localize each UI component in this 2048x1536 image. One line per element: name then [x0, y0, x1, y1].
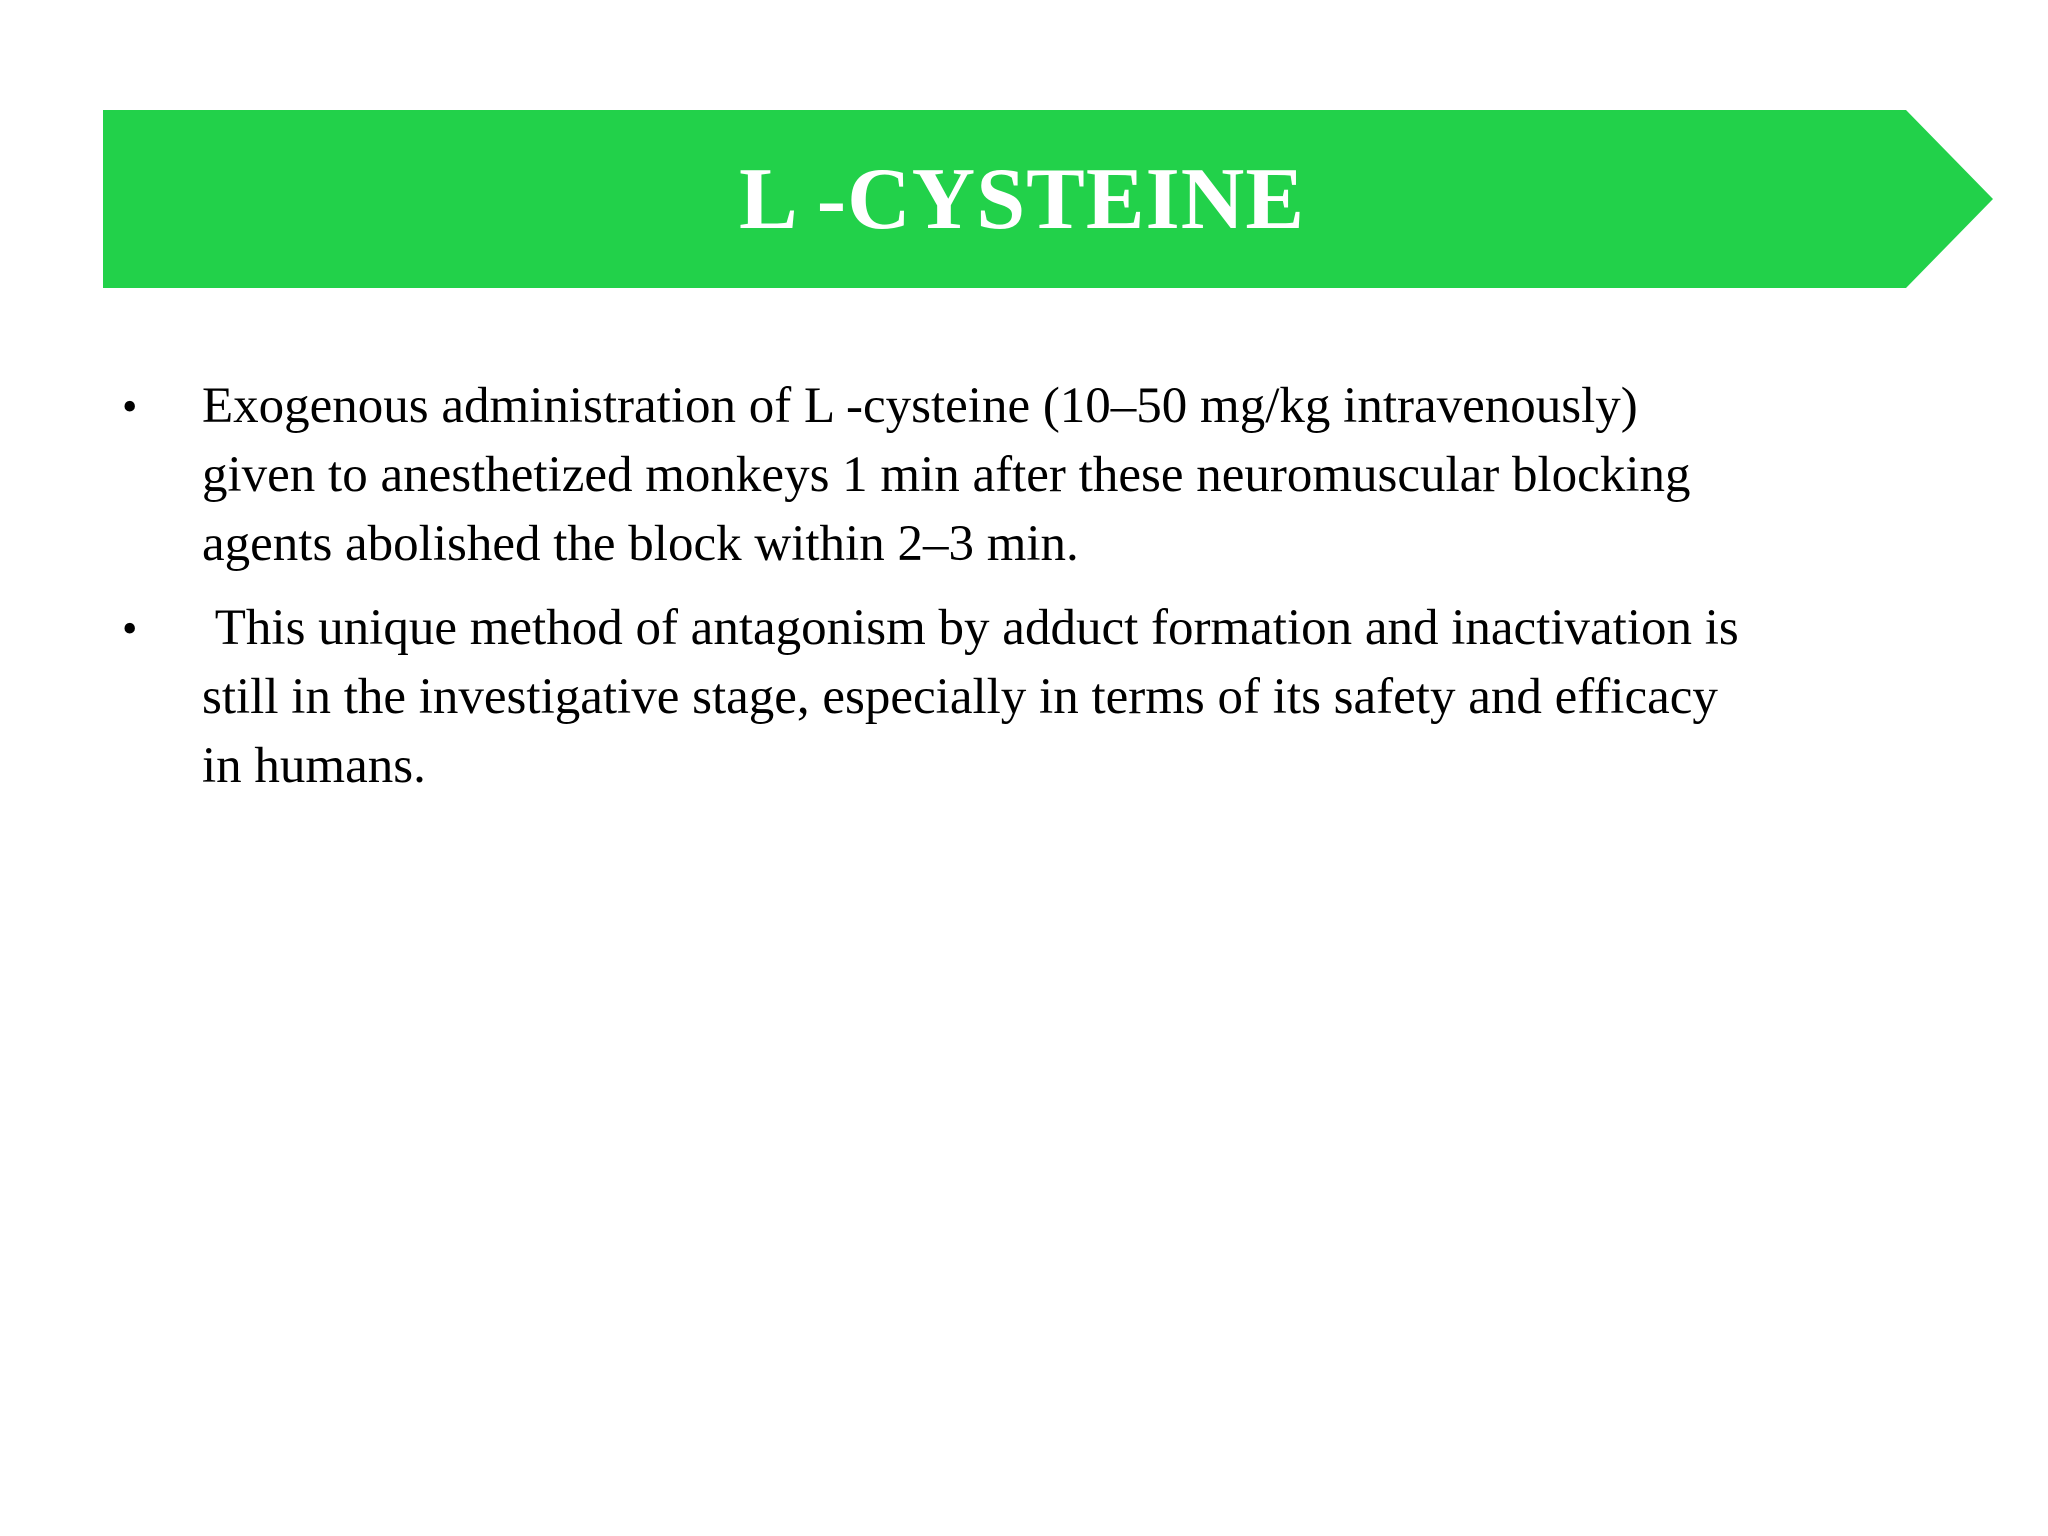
bullet-line: in humans.	[202, 738, 426, 794]
slide-title: L -CYSTEINE	[738, 150, 1306, 248]
bullet-line: still in the investigative stage, especially in terms of its safety and efficacy	[202, 669, 1718, 725]
bullet-item	[110, 372, 1950, 579]
bullet-line: This unique method of antagonism by adduct formation and inactivation is	[202, 600, 1739, 656]
bullet-line: Exogenous administration of L -cysteine (10–50 mg/kg intravenously)	[202, 378, 1638, 434]
title-banner	[103, 110, 1993, 288]
bullet-item	[110, 594, 1950, 801]
bullet-list	[110, 372, 1950, 816]
bullet-line: agents abolished the block within 2–3 min.	[202, 516, 1079, 572]
bullet-line: given to anesthetized monkeys 1 min after these neuromuscular blocking	[202, 447, 1691, 503]
bullet-marker: •	[122, 604, 138, 653]
bullet-marker: •	[122, 382, 138, 431]
